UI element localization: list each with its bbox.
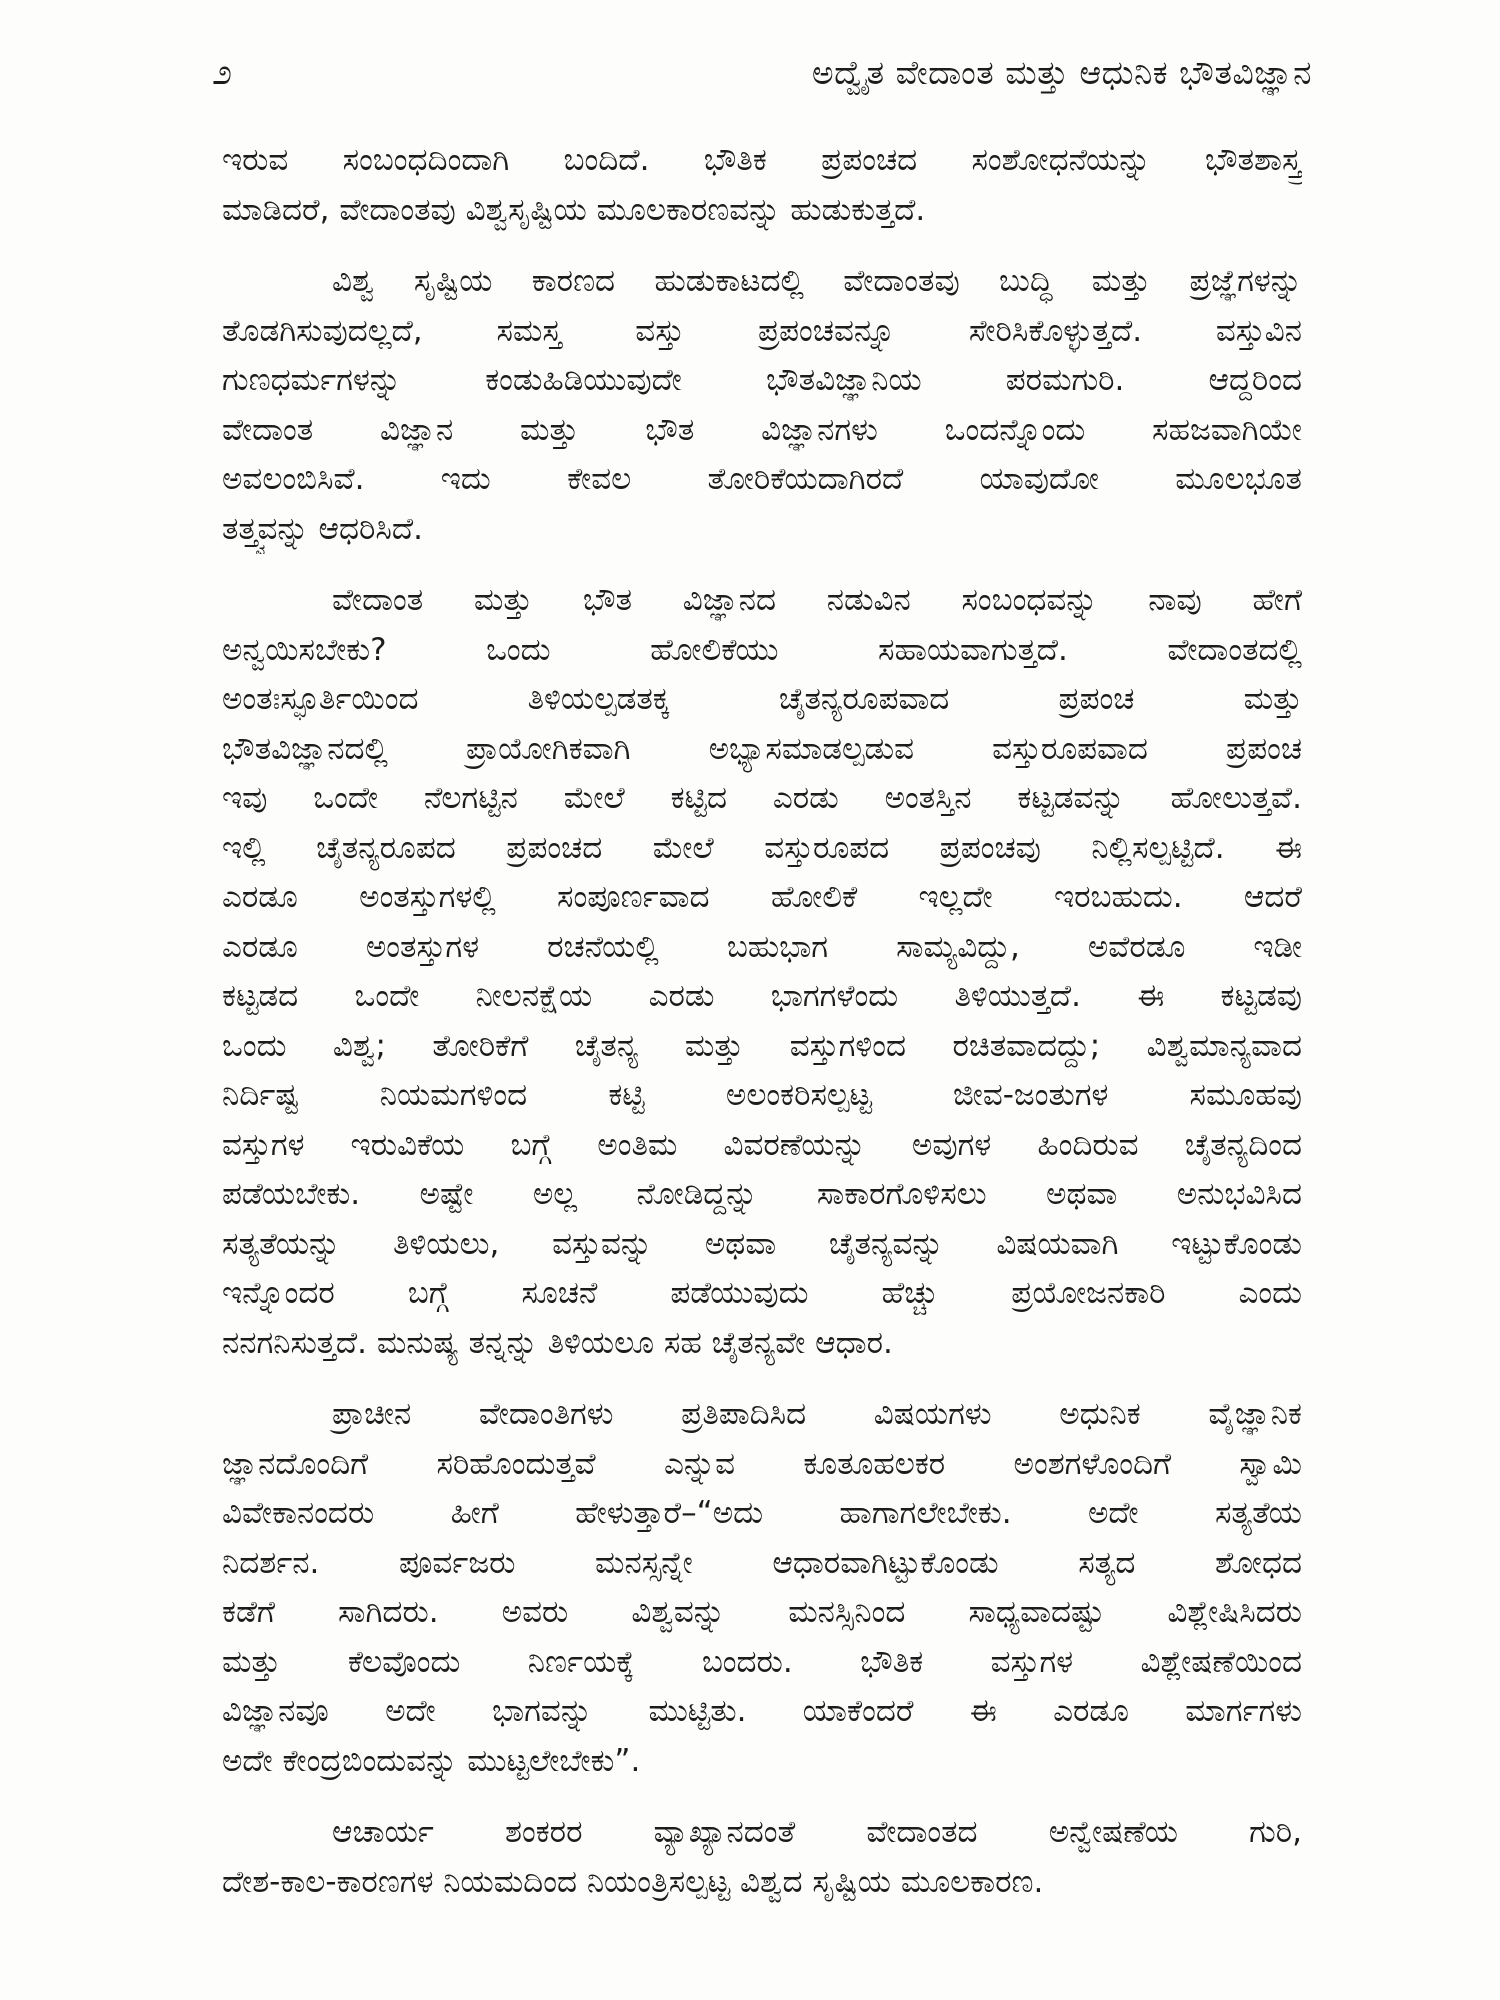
text-line: ತತ್ತ್ವವನ್ನು ಆಧರಿಸಿದೆ. xyxy=(222,510,423,547)
text-line: ಮತ್ತು ಕೆಲವೊಂದು ನಿರ್ಣಯಕ್ಕೆ ಬಂದರು. ಭೌತಿಕ ವಸ್ತುಗಳ ವಿಶ್ಲೇಷಣೆಯಿಂದ xyxy=(222,1643,1302,1680)
text-line: ವೇದಾಂತ ವಿಜ್ಞಾನ ಮತ್ತು ಭೌತ ವಿಜ್ಞಾನಗಳು ಒಂದನ್ನೊಂದು ಸಹಜವಾಗಿಯೇ xyxy=(222,411,1302,448)
text-line: ಇನ್ನೊಂದರ ಬಗ್ಗೆ ಸೂಚನೆ ಪಡೆಯುವುದು ಹೆಚ್ಚು ಪ್ರಯೋಜನಕಾರಿ ಎಂದು xyxy=(222,1275,1302,1311)
text-line: ದೇಶ-ಕಾಲ-ಕಾರಣಗಳ ನಿಯಮದಿಂದ ನಿಯಂತ್ರಿಸಲ್ಪಟ್ಟ ವಿಶ್ವದ ಸೃಷ್ಟಿಯ ಮೂಲಕಾರಣ. xyxy=(222,1863,1044,1900)
text-line: ನನಗನಿಸುತ್ತದೆ. ಮನುಷ್ಯ ತನ್ನನ್ನು ತಿಳಿಯಲೂ ಸಹ ಚೈತನ್ಯವೇ ಆಧಾರ. xyxy=(222,1324,893,1361)
text-line: ವಸ್ತುಗಳ ಇರುವಿಕೆಯ ಬಗ್ಗೆ ಅಂತಿಮ ವಿವರಣೆಯನ್ನು ಅವುಗಳ ಹಿಂದಿರುವ ಚೈತನ್ಯದಿಂದ xyxy=(222,1126,1302,1163)
text-line: ವೇದಾಂತ ಮತ್ತು ಭೌತ ವಿಜ್ಞಾನದ ನಡುವಿನ ಸಂಬಂಧವನ್ನು ನಾವು ಹೇಗೆ xyxy=(332,582,1302,618)
text-line: ಆಚಾರ್ಯ ಶಂಕರರ ವ್ಯಾಖ್ಯಾನದಂತೆ ವೇದಾಂತದ ಅನ್ವೇಷಣೆಯ ಗುರಿ, xyxy=(332,1814,1302,1850)
running-header xyxy=(212,38,1312,108)
text-line: ಕಟ್ಟಡದ ಒಂದೇ ನೀಲನಕ್ಷೆಯ ಎರಡು ಭಾಗಗಳೆಂದು ತಿಳಿಯುತ್ತದೆ. ಈ ಕಟ್ಟಡವು xyxy=(222,978,1302,1014)
text-line: ವಿಜ್ಞಾನವೂ ಅದೇ ಭಾಗವನ್ನು ಮುಟ್ಟಿತು. ಯಾಕೆಂದರೆ ಈ ಎರಡೂ ಮಾರ್ಗಗಳು xyxy=(222,1693,1302,1729)
paragraph xyxy=(222,257,1302,554)
text-line: ವಿವೇಕಾನಂದರು ಹೀಗೆ ಹೇಳುತ್ತಾರೆ–“ಅದು ಹಾಗಾಗಲೇಬೇಕು. ಅದೇ ಸತ್ಯತೆಯ xyxy=(222,1495,1302,1531)
text-line: ಭೌತವಿಜ್ಞಾನದಲ್ಲಿ ಪ್ರಾಯೋಗಿಕವಾಗಿ ಅಭ್ಯಾಸಮಾಡಲ್ಪಡುವ ವಸ್ತುರೂಪವಾದ ಪ್ರಪಂಚ xyxy=(222,730,1302,767)
text-line: ಅಂತಃಸ್ಫೂರ್ತಿಯಿಂದ ತಿಳಿಯಲ್ಪಡತಕ್ಕ ಚೈತನ್ಯರೂಪವಾದ ಪ್ರಪಂಚ ಮತ್ತು xyxy=(222,681,1302,717)
text-line: ಪಡೆಯಬೇಕು. ಅಷ್ಟೇ ಅಲ್ಲ ನೋಡಿದ್ದನ್ನು ಸಾಕಾರಗೊಳಿಸಲು ಅಥವಾ ಅನುಭವಿಸಿದ xyxy=(222,1176,1302,1212)
text-line: ಇರುವ ಸಂಬಂಧದಿಂದಾಗಿ ಬಂದಿದೆ. ಭೌತಿಕ ಪ್ರಪಂಚದ ಸಂಶೋಧನೆಯನ್ನು ಭೌತಶಾಸ್ತ್ರ xyxy=(222,142,1302,178)
text-line: ಇಲ್ಲಿ ಚೈತನ್ಯರೂಪದ ಪ್ರಪಂಚದ ಮೇಲೆ ವಸ್ತುರೂಪದ ಪ್ರಪಂಚವು ನಿಲ್ಲಿಸಲ್ಪಟ್ಟಿದೆ. ಈ xyxy=(222,829,1302,866)
text-line: ತೊಡಗಿಸುವುದಲ್ಲದೆ, ಸಮಸ್ತ ವಸ್ತು ಪ್ರಪಂಚವನ್ನೂ ಸೇರಿಸಿಕೊಳ್ಳುತ್ತದೆ. ವಸ್ತುವಿನ xyxy=(222,312,1302,349)
paragraph xyxy=(222,1390,1302,1786)
text-line: ಅನ್ವಯಿಸಬೇಕು? ಒಂದು ಹೋಲಿಕೆಯು ಸಹಾಯವಾಗುತ್ತದೆ. ವೇದಾಂತದಲ್ಲಿ xyxy=(222,631,1302,668)
text-line: ಕಡೆಗೆ ಸಾಗಿದರು. ಅವರು ವಿಶ್ವವನ್ನು ಮನಸ್ಸಿನಿಂದ ಸಾಧ್ಯವಾದಷ್ಟು ವಿಶ್ಲೇಷಿಸಿದರು xyxy=(222,1594,1302,1630)
page-number: ೨ xyxy=(212,52,233,93)
text-line: ಅವಲಂಬಿಸಿವೆ. ಇದು ಕೇವಲ ತೋರಿಕೆಯದಾಗಿರದೆ ಯಾವುದೋ ಮೂಲಭೂತ xyxy=(222,461,1302,497)
paragraph xyxy=(222,136,1302,235)
text-line: ಮಾಡಿದರೆ, ವೇದಾಂತವು ವಿಶ್ವಸೃಷ್ಟಿಯ ಮೂಲಕಾರಣವನ್ನು ಹುಡುಕುತ್ತದೆ. xyxy=(222,191,926,228)
text-line: ಎರಡೂ ಅಂತಸ್ತುಗಳ ರಚನೆಯಲ್ಲಿ ಬಹುಭಾಗ ಸಾಮ್ಯವಿದ್ದು, ಅವೆರಡೂ ಇಡೀ xyxy=(222,928,1302,965)
text-line: ಪ್ರಾಚೀನ ವೇದಾಂತಿಗಳು ಪ್ರತಿಪಾದಿಸಿದ ವಿಷಯಗಳು ಅಧುನಿಕ ವೈಜ್ಞಾನಿಕ xyxy=(332,1396,1302,1432)
paragraph xyxy=(222,576,1302,1368)
text-line: ಸತ್ಯತೆಯನ್ನು ತಿಳಿಯಲು, ವಸ್ತುವನ್ನು ಅಥವಾ ಚೈತನ್ಯವನ್ನು ವಿಷಯವಾಗಿ ಇಟ್ಟುಕೊಂಡು xyxy=(222,1225,1302,1262)
paragraph xyxy=(222,1808,1302,1907)
text-line: ವಿಶ್ವ ಸೃಷ್ಟಿಯ ಕಾರಣದ ಹುಡುಕಾಟದಲ್ಲಿ ವೇದಾಂತವು ಬುದ್ಧಿ ಮತ್ತು ಪ್ರಜ್ಞೆಗಳನ್ನು xyxy=(332,263,1302,299)
text-line: ಒಂದು ವಿಶ್ವ; ತೋರಿಕೆಗೆ ಚೈತನ್ಯ ಮತ್ತು ವಸ್ತುಗಳಿಂದ ರಚಿತವಾದದ್ದು; ವಿಶ್ವಮಾನ್ಯವಾದ xyxy=(222,1027,1302,1064)
text-line: ಇವು ಒಂದೇ ನೆಲಗಟ್ಟಿನ ಮೇಲೆ ಕಟ್ಟಿದ ಎರಡು ಅಂತಸ್ತಿನ ಕಟ್ಟಡವನ್ನು ಹೋಲುತ್ತವೆ. xyxy=(222,780,1302,816)
text-line: ನಿರ್ದಿಷ್ಟ ನಿಯಮಗಳಿಂದ ಕಟ್ಟಿ ಅಲಂಕರಿಸಲ್ಪಟ್ಟ ಜೀವ-ಜಂತುಗಳ ಸಮೂಹವು xyxy=(222,1077,1302,1113)
running-title: ಅದ್ವೈತ ವೇದಾಂತ ಮತ್ತು ಆಧುನಿಕ ಭೌತವಿಜ್ಞಾನ xyxy=(811,53,1312,92)
text-line: ಗುಣಧರ್ಮಗಳನ್ನು ಕಂಡುಹಿಡಿಯುವುದೇ ಭೌತವಿಜ್ಞಾನಿಯ ಪರಮಗುರಿ. ಆದ್ದರಿಂದ xyxy=(222,362,1302,398)
text-line: ಅದೇ ಕೇಂದ್ರಬಿಂದುವನ್ನು ಮುಟ್ಟಲೇಬೇಕು”. xyxy=(222,1742,641,1779)
text-line: ಜ್ಞಾನದೊಂದಿಗೆ ಸರಿಹೊಂದುತ್ತವೆ ಎನ್ನುವ ಕೂತೂಹಲಕರ ಅಂಶಗಳೊಂದಿಗೆ ಸ್ವಾಮಿ xyxy=(222,1445,1302,1482)
body-text xyxy=(222,136,1302,1929)
text-line: ನಿದರ್ಶನ. ಪೂರ್ವಜರು ಮನಸ್ಸನ್ನೇ ಆಧಾರವಾಗಿಟ್ಟುಕೊಂಡು ಸತ್ಯದ ಶೋಧದ xyxy=(222,1544,1302,1581)
text-line: ಎರಡೂ ಅಂತಸ್ತುಗಳಲ್ಲಿ ಸಂಪೂರ್ಣವಾದ ಹೋಲಿಕೆ ಇಲ್ಲದೇ ಇರಬಹುದು. ಆದರೆ xyxy=(222,879,1302,915)
